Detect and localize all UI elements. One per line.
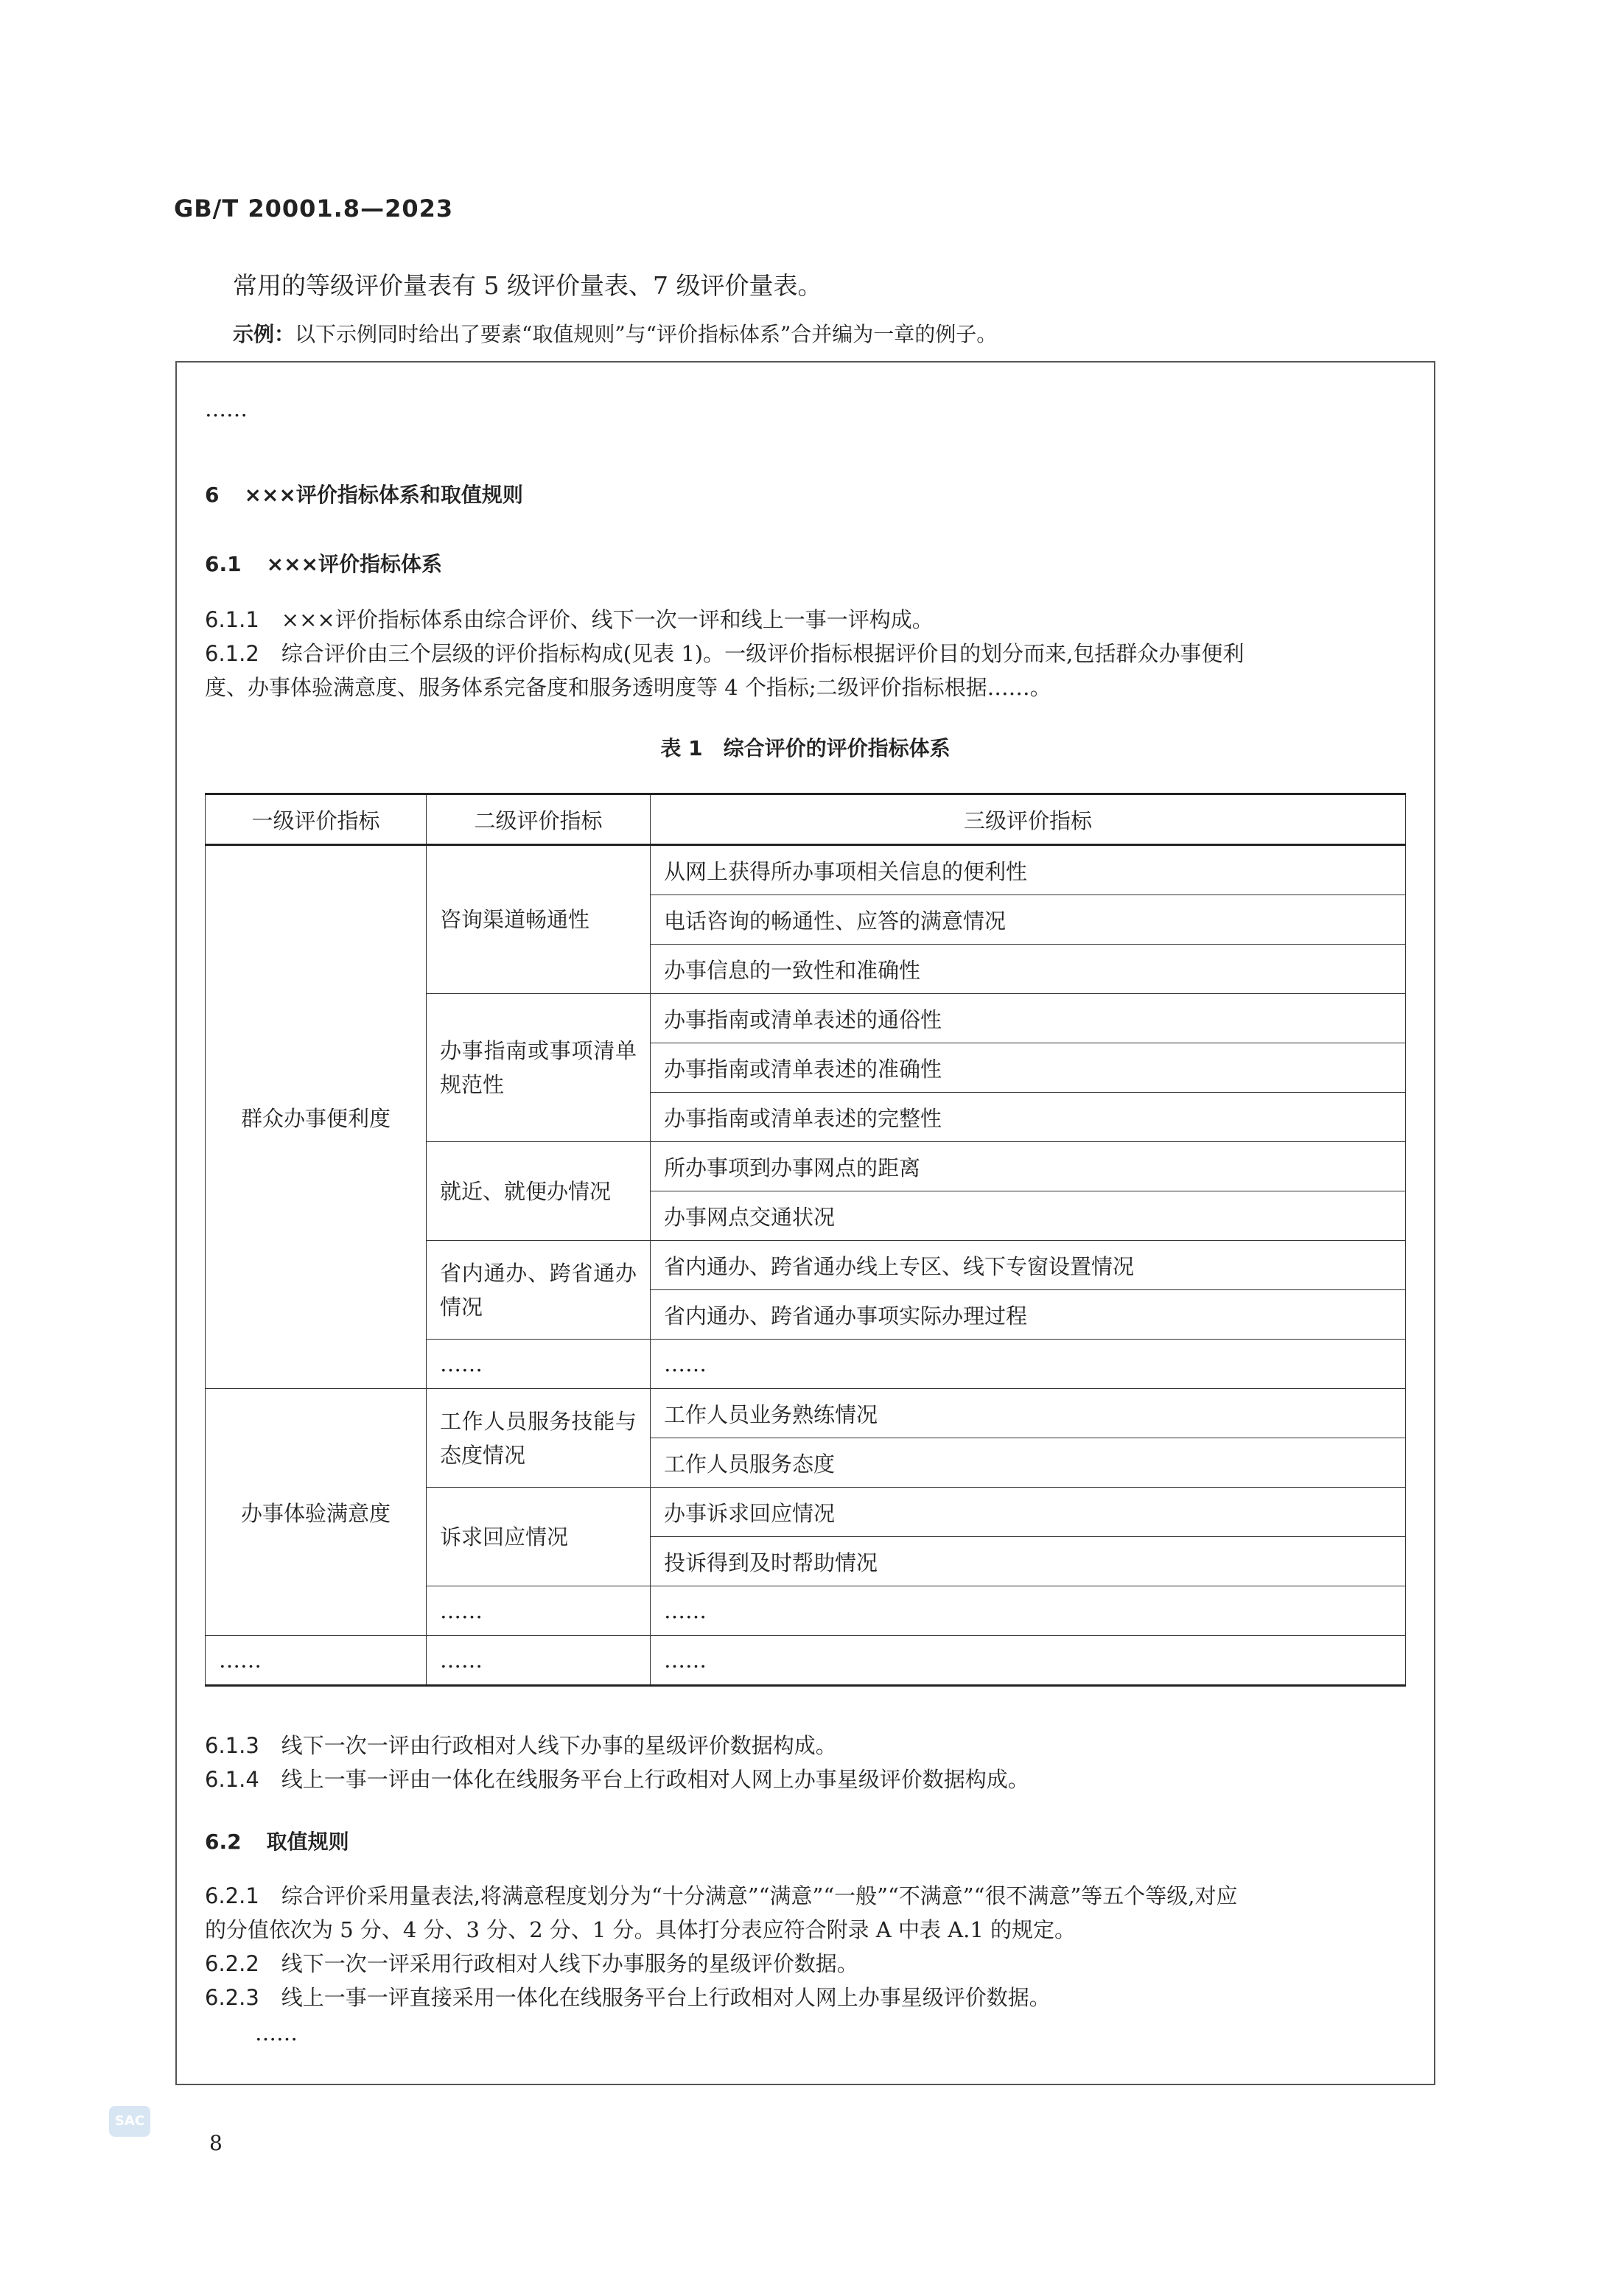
- level-3-cell: 省内通办、跨省通办线上专区、线下专窗设置情况: [651, 1241, 1406, 1290]
- level-3-cell: 办事指南或清单表述的准确性: [651, 1043, 1406, 1093]
- level-2-cell: 就近、就便办情况: [427, 1142, 651, 1241]
- level-1-cell: 办事体验满意度: [206, 1389, 427, 1636]
- clause-number: 6.1.2: [205, 641, 259, 666]
- level-3-cell: ……: [651, 1340, 1406, 1389]
- clause-text-line-1: 综合评价采用量表法,将满意程度划分为“十分满意”“满意”“一般”“不满意”“很不满意”等五个等级,对应: [281, 1883, 1238, 1908]
- sac-logo: SAC: [109, 2106, 150, 2137]
- section-6-2-number: 6.2: [205, 1830, 242, 1854]
- level-3-cell: 办事信息的一致性和准确性: [651, 945, 1406, 994]
- level-3-cell: ……: [651, 1586, 1406, 1636]
- standard-code: GB/T 20001.8—2023: [174, 195, 454, 223]
- level-2-cell: 工作人员服务技能与态度情况: [427, 1389, 651, 1488]
- clause-number: 6.1.3: [205, 1733, 259, 1758]
- section-6-2-heading: [205, 1826, 349, 1855]
- example-text: 以下示例同时给出了要素“取值规则”与“评价指标体系”合并编为一章的例子。: [295, 322, 998, 346]
- table-row: [206, 1636, 1406, 1686]
- level-1-cell: 群众办事便利度: [206, 845, 427, 1389]
- clause-text: ×××评价指标体系由综合评价、线下一次一评和线上一事一评构成。: [281, 607, 934, 632]
- level-3-cell: ……: [651, 1636, 1406, 1686]
- clause-text-line-2: 度、办事体验满意度、服务体系完备度和服务透明度等 4 个指标;二级评价指标根据……。: [205, 675, 1051, 700]
- header-level-3: 三级评价指标: [651, 794, 1406, 845]
- level-3-cell: 从网上获得所办事项相关信息的便利性: [651, 845, 1406, 895]
- clause-text: 线上一事一评由一体化在线服务平台上行政相对人网上办事星级评价数据构成。: [281, 1767, 1029, 1792]
- section-6-2-title: 取值规则: [266, 1830, 349, 1854]
- section-6-1-heading: [205, 548, 442, 578]
- level-2-cell: 诉求回应情况: [427, 1488, 651, 1586]
- table-header-row: [206, 794, 1406, 845]
- level-3-cell: 省内通办、跨省通办事项实际办理过程: [651, 1290, 1406, 1340]
- level-3-cell: 投诉得到及时帮助情况: [651, 1537, 1406, 1586]
- level-3-cell: 工作人员服务态度: [651, 1438, 1406, 1488]
- level-2-cell: 咨询渠道畅通性: [427, 845, 651, 994]
- level-3-cell: 办事网点交通状况: [651, 1191, 1406, 1241]
- clause-text: 线上一事一评直接采用一体化在线服务平台上行政相对人网上办事星级评价数据。: [281, 1985, 1051, 2010]
- section-6-1-title: ×××评价指标体系: [266, 552, 442, 576]
- header-level-2: 二级评价指标: [427, 794, 651, 845]
- header-level-1: 一级评价指标: [206, 794, 427, 845]
- level-3-cell: 办事指南或清单表述的完整性: [651, 1093, 1406, 1142]
- clause-number: 6.1.1: [205, 607, 259, 632]
- page-number: 8: [209, 2131, 223, 2155]
- ellipsis-bottom: ……: [255, 2020, 298, 2045]
- clause-text-line-2: 的分值依次为 5 分、4 分、3 分、2 分、1 分。具体打分表应符合附录 A 中表 A.1 的规定。: [205, 1917, 1076, 1942]
- level-3-cell: 电话咨询的畅通性、应答的满意情况: [651, 895, 1406, 945]
- clause-number: 6.1.4: [205, 1767, 259, 1792]
- clause-6-2-2: [205, 1947, 1406, 1981]
- section-6-1-number: 6.1: [205, 552, 242, 576]
- clause-6-1-4: [205, 1762, 1406, 1796]
- clause-6-2-1: [205, 1879, 1406, 1947]
- level-3-cell: 工作人员业务熟练情况: [651, 1389, 1406, 1438]
- example-note: [233, 318, 997, 348]
- example-label: 示例：: [233, 322, 295, 346]
- clause-text: 线下一次一评由行政相对人线下办事的星级评价数据构成。: [281, 1733, 837, 1758]
- clause-number: 6.2.2: [205, 1951, 259, 1976]
- level-1-cell: ……: [206, 1636, 427, 1686]
- table-row: [206, 1389, 1406, 1438]
- clause-6-1-2: [205, 637, 1406, 704]
- clause-number: 6.2.3: [205, 1985, 259, 2010]
- level-2-cell: 省内通办、跨省通办情况: [427, 1241, 651, 1340]
- clause-number: 6.2.1: [205, 1883, 259, 1908]
- clause-text: 线下一次一评采用行政相对人线下办事服务的星级评价数据。: [281, 1951, 858, 1976]
- level-3-cell: 办事指南或清单表述的通俗性: [651, 994, 1406, 1043]
- chapter-heading: [205, 479, 523, 508]
- table-row: [206, 845, 1406, 895]
- level-3-cell: 办事诉求回应情况: [651, 1488, 1406, 1537]
- level-2-cell: ……: [427, 1340, 651, 1389]
- intro-paragraph: 常用的等级评价量表有 5 级评价量表、7 级评价量表。: [233, 271, 822, 300]
- chapter-title: ×××评价指标体系和取值规则: [244, 483, 523, 507]
- level-2-cell: 办事指南或事项清单规范性: [427, 994, 651, 1142]
- clause-text-line-1: 综合评价由三个层级的评价指标构成(见表 1)。一级评价指标根据评价目的划分而来,包括群众办事便利: [281, 641, 1245, 666]
- indicator-table: [205, 793, 1406, 1687]
- ellipsis-top: ……: [205, 396, 248, 421]
- table-title: 表 1 综合评价的评价指标体系: [660, 736, 951, 760]
- chapter-number: 6: [205, 483, 220, 507]
- clause-6-1-3: [205, 1729, 1406, 1762]
- clause-6-1-1: [205, 603, 1406, 637]
- level-2-cell: ……: [427, 1636, 651, 1686]
- clause-6-2-3: [205, 1981, 1406, 2014]
- level-3-cell: 所办事项到办事网点的距离: [651, 1142, 1406, 1191]
- level-2-cell: ……: [427, 1586, 651, 1636]
